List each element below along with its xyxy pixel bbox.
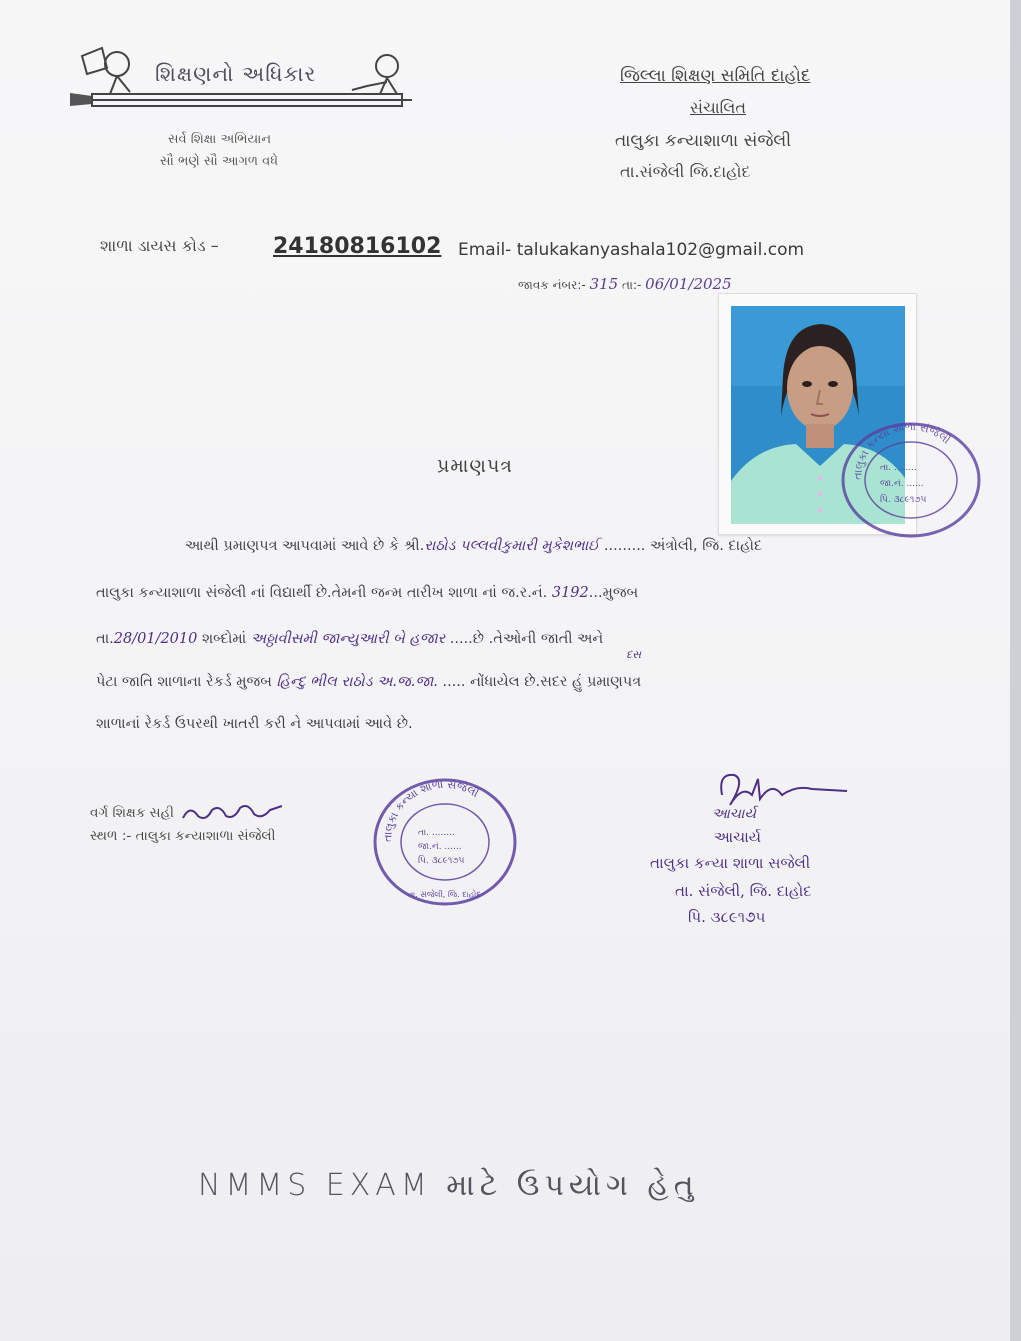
line1-text: આથી પ્રમાણપત્ર આપવામાં આવે છે કે શ્રી. <box>185 538 425 554</box>
school-seal-photo <box>836 420 986 540</box>
school-seal-center <box>370 777 520 907</box>
principal-title: આચાર્ય <box>714 828 762 846</box>
teacher-signature-scribble <box>178 800 288 826</box>
gr-number: 3192 <box>551 585 589 601</box>
dob-words-extra: દસ <box>626 648 642 661</box>
line2-suffix: ...મુજબ <box>588 585 639 601</box>
svg-text:પિ. ૩૮૯૧૭૫: પિ. ૩૮૯૧૭૫ <box>418 856 465 866</box>
dise-code-value: 24180816102 <box>273 234 442 259</box>
svg-text:પિ. ૩૮૯૧૭૫: પિ. ૩૮૯૧૭૫ <box>880 495 927 505</box>
certificate-line-3: તા.28/01/2010 શબ્દોમાં અઠ્ઠાવીસમી જાન્યુઆરી બે હજાર .....છે .તેઓની જાતી અને <box>96 631 604 647</box>
logo-subtitle-1: સર્વ શિક્ષા અભિયાન <box>168 132 272 147</box>
certificate-line-4: પેટા જાતિ શાળાના રેકર્ડ મુજબ હિન્દુ ભીલ રાઠોડ અ.જ.જા. ..... નોંધાયેલ છે.સદર હું પ્રમાણપત્ર <box>96 674 642 690</box>
school-address: તા.સંજેલી જિ.દાહોદ <box>620 162 751 181</box>
principal-role-handwritten: આચાર્ય <box>712 806 756 822</box>
right-to-education-logo <box>62 38 422 138</box>
line4-text: પેટા જાતિ શાળાના રેકર્ડ મુજબ <box>96 674 272 690</box>
principal-pin: પિ. ૩૮૯૧૭૫ <box>688 908 766 926</box>
logo-title: શિક્ષણનો અધિકાર <box>155 62 317 86</box>
line4-suffix: નોંધાયેલ છે.સદર હું પ્રમાણપત્ર <box>470 674 642 690</box>
birth-date-words: અઠ્ઠાવીસમી જાન્યુઆરી બે હજાર <box>250 631 446 647</box>
teacher-sign-label: વર્ગ શિક્ષક સહી <box>90 805 175 821</box>
page-edge <box>1010 0 1021 1341</box>
place-label: સ્થળ :- તાલુકા કન્યાશાળા સંજેલી <box>90 828 276 844</box>
school-email: Email- talukakanyashala102@gmail.com <box>458 240 805 260</box>
svg-text:તા. ........: તા. ........ <box>418 828 455 838</box>
caste-value: હિન્દુ ભીલ રાઠોડ અ.જ.જા. <box>276 674 438 690</box>
birth-date: 28/01/2010 <box>113 631 198 647</box>
svg-text:તાલુકા કન્યા શાળા સંજેલી: તાલુકા કન્યા શાળા સંજેલી <box>380 777 481 843</box>
outward-number-line <box>518 275 732 293</box>
dise-code-label: શાળા ડાયસ કોડ – <box>100 236 219 255</box>
certificate-line-2 <box>96 585 638 601</box>
outward-date: 06/01/2025 <box>645 275 732 293</box>
certificate-line-5: શાળાનાં રેકર્ડ ઉપરથી ખાતરી કરી ને આપવામાં આવે છે. <box>96 716 413 732</box>
school-name: તાલુકા કન્યાશાળા સંજેલી <box>615 131 792 151</box>
outward-number: 315 <box>589 275 619 293</box>
svg-text:તા. સંજેલી, જિ. દાહોદ: તા. સંજેલી, જિ. દાહોદ <box>408 890 481 899</box>
outward-label: જાવક નંબર:- <box>518 278 586 292</box>
svg-text:જા.નં. ......: જા.નં. ...... <box>880 479 924 489</box>
handwritten-note: NMMS EXAM માટે ઉપયોગ હેતુ <box>198 1168 699 1203</box>
certificate-line-1: આથી પ્રમાણપત્ર આપવામાં આવે છે કે શ્રી.રાઠોડ પલ્લવીકુમારી મુકેશભાઈ ......... અંત્રોલી, જિ. દાહોદ <box>185 538 763 554</box>
principal-school: તાલુકા કન્યા શાળા સજેલી <box>650 854 811 872</box>
line3-suffix: છે .તેઓની જાતી અને <box>472 631 604 647</box>
svg-text:તા. ........: તા. ........ <box>880 463 917 473</box>
svg-text:તાલુકા કન્યા શાળા સંજેલી: તાલુકા કન્યા શાળા સંજેલી <box>850 420 953 481</box>
principal-address: તા. સંજેલી, જિ. દાહોદ <box>675 882 812 900</box>
student-name: રાઠોડ પલ્લવીકુમારી મુકેશભાઈ <box>424 538 600 554</box>
date-label: તા:- <box>622 278 642 292</box>
managed-by-label: સંચાલિત <box>690 98 747 117</box>
line2-text: તાલુકા કન્યાશાળા સંજેલી નાં વિદ્યાર્થી છે.તેમની જન્મ તારીખ શાળા નાં જ.ર.નં. <box>96 585 548 601</box>
logo-subtitle-2: સૌ ભણે સૌ આગળ વધે <box>160 154 279 169</box>
line3-prefix: તા. <box>96 631 114 647</box>
line1-village: અંત્રોલી, જિ. દાહોદ <box>650 538 763 554</box>
district-committee-heading: જિલ્લા શિક્ષણ સમિતિ દાહોદ <box>620 66 811 86</box>
svg-text:જા.નં. ......: જા.નં. ...... <box>418 842 462 852</box>
in-words-label: શબ્દોમાં <box>201 631 247 647</box>
class-teacher-signature <box>90 800 288 826</box>
certificate-title: પ્રમાણપત્ર <box>437 455 513 477</box>
